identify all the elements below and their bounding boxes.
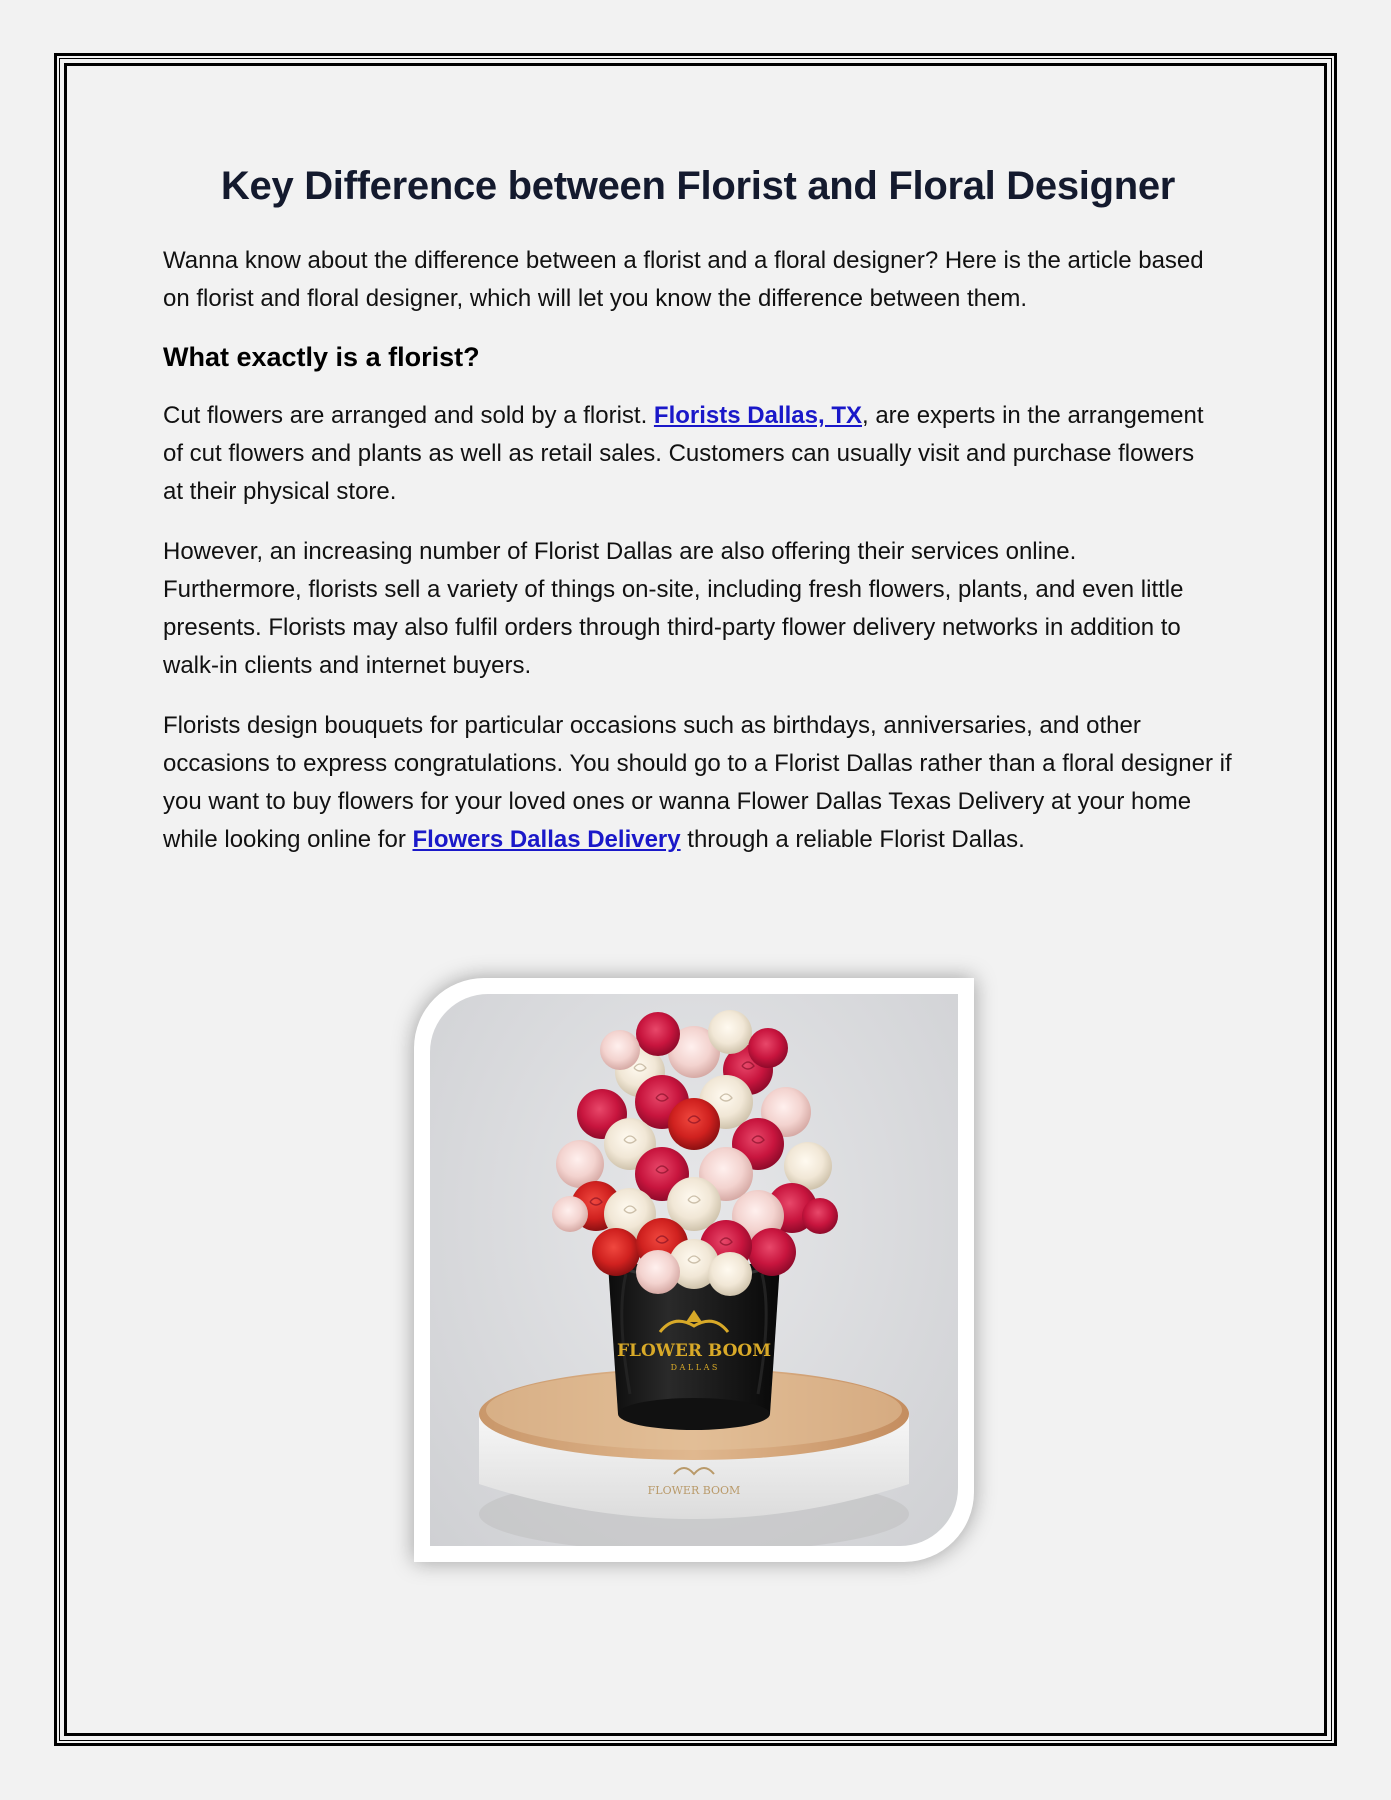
flowers-dallas-delivery-link[interactable]: Flowers Dallas Delivery (412, 826, 681, 854)
florists-dallas-link[interactable]: Florists Dallas, TX (653, 402, 862, 430)
rose-box-illustration (430, 994, 958, 1546)
intro-paragraph: Wanna know about the difference between a florist and a floral designer? Here is the article based on florist and floral designer, which will let you know the difference between them. (163, 247, 1204, 312)
paragraph-text: Florists design bouquets for particular occasions such as birthdays, anniversaries, and other occasions to express congratulations. You should go to a Florist Dallas rather than a floral designer if you want to buy flowers for your loved ones or wanna Flower Dallas Texas Delivery at your home while looking online for (163, 712, 1232, 854)
box-city-text: D A L L A S (670, 1363, 718, 1372)
bouquet-image-frame (414, 978, 974, 1562)
paragraph-text: through a reliable Florist Dallas. (680, 826, 1025, 854)
paragraph-occasions (163, 707, 1233, 859)
article-title: Key Difference between Florist and Floral Designer (220, 164, 1176, 208)
bouquet-image (430, 994, 958, 1546)
article (163, 160, 1233, 881)
box-brand-text: FLOWER BOOM (616, 1341, 772, 1361)
paragraph-florist-definition (163, 397, 1213, 511)
paragraph-text: Cut flowers are arranged and sold by a florist. (163, 402, 654, 430)
rose-bouquet (552, 1010, 838, 1296)
paragraph-text: , are experts in the arrangement of cut flowers and plants as well as retail sales. Customers can usually visit and purchase flowers at their physical store. (163, 402, 1204, 506)
stand-brand-text: FLOWER BOOM (647, 1484, 741, 1497)
paragraph-online-services: However, an increasing number of Florist Dallas are also offering their services online. Furthermore, florists sell a variety of things on-site, including fresh flowers, plants, and even little presents. Florists may also fulfil orders through third-party flower delivery networks in addition to walk-in clients and internet buyers. (163, 538, 1184, 680)
section-heading: What exactly is a florist? (163, 342, 480, 372)
